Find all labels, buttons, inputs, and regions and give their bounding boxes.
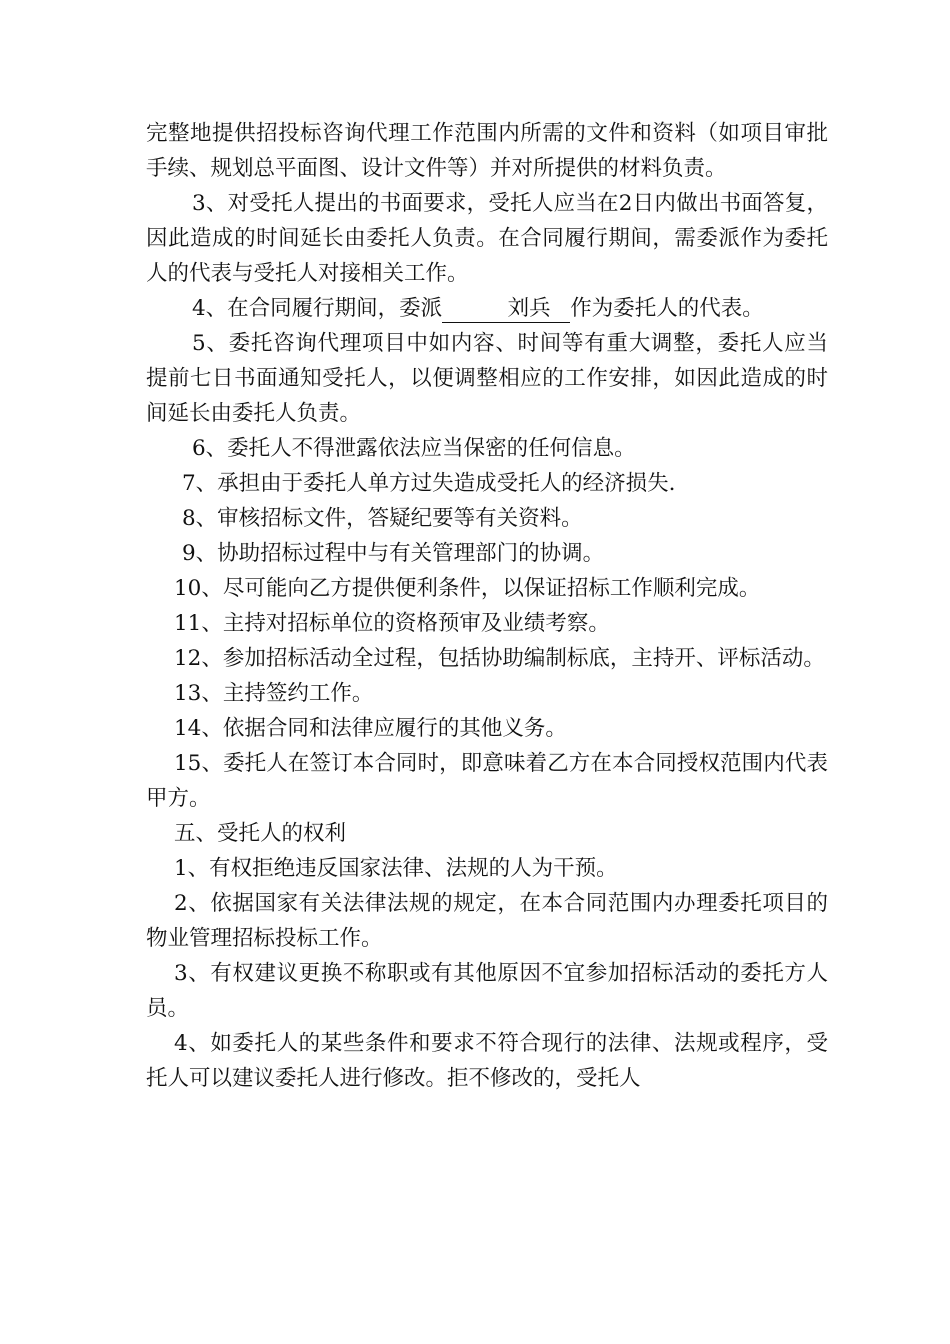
rights-item-1: 1、有权拒绝违反国家法律、法规的人为干预。 (174, 856, 618, 881)
paragraph-item-12: 12、参加招标活动全过程，包括协助编制标底，主持开、评标活动。 (174, 646, 825, 671)
paragraph-item-15: 15、委托人在签订本合同时，即意味着乙方在本合同授权范围内代表甲方。 (146, 751, 828, 811)
representative-name-field: 刘兵 (442, 296, 570, 323)
rights-item-4: 4、如委托人的某些条件和要求不符合现行的法律、法规或程序，受托人可以建议委托人进行修改。拒不修改的，受托人 (146, 1031, 828, 1091)
paragraph-item-13: 13、主持签约工作。 (174, 681, 374, 706)
paragraph-item-7: 7、承担由于委托人单方过失造成受托人的经济损失. (182, 471, 676, 496)
rights-item-3: 3、有权建议更换不称职或有其他原因不宜参加招标活动的委托方人员。 (146, 961, 828, 1021)
paragraph-item-6: 6、委托人不得泄露依法应当保密的任何信息。 (192, 436, 636, 461)
paragraph-item-5: 5、委托咨询代理项目中如内容、时间等有重大调整，委托人应当提前七日书面通知受托人，以便调整相应的工作安排，如因此造成的时间延长由委托人负责。 (146, 331, 828, 426)
paragraph-item-9: 9、协助招标过程中与有关管理部门的协调。 (182, 541, 605, 566)
paragraph-item-4-before: 4、在合同履行期间，委派 (192, 296, 443, 321)
rights-item-2: 2、依据国家有关法律法规的规定，在本合同范围内办理委托项目的物业管理招标投标工作。 (146, 891, 828, 951)
paragraph-item-11: 11、主持对招标单位的资格预审及业绩考察。 (174, 611, 610, 636)
paragraph-item-8: 8、审核招标文件，答疑纪要等有关资料。 (182, 506, 583, 531)
document-body (146, 116, 828, 1096)
paragraph-item-14: 14、依据合同和法律应履行的其他义务。 (174, 716, 567, 741)
paragraph-item-10: 10、尽可能向乙方提供便利条件，以保证招标工作顺利完成。 (174, 576, 761, 601)
paragraph-item-3: 3、对受托人提出的书面要求，受托人应当在2日内做出书面答复，因此造成的时间延长由委托人负责。在合同履行期间，需委派作为委托人的代表与受托人对接相关工作。 (146, 191, 828, 286)
paragraph-continuation: 完整地提供招投标咨询代理工作范围内所需的文件和资料（如项目审批手续、规划总平面图、设计文件等）并对所提供的材料负责。 (146, 121, 828, 181)
section-heading: 五、受托人的权利 (174, 821, 347, 846)
paragraph-item-4 (146, 291, 828, 326)
paragraph-item-4-after: 作为委托人的代表。 (570, 296, 764, 321)
